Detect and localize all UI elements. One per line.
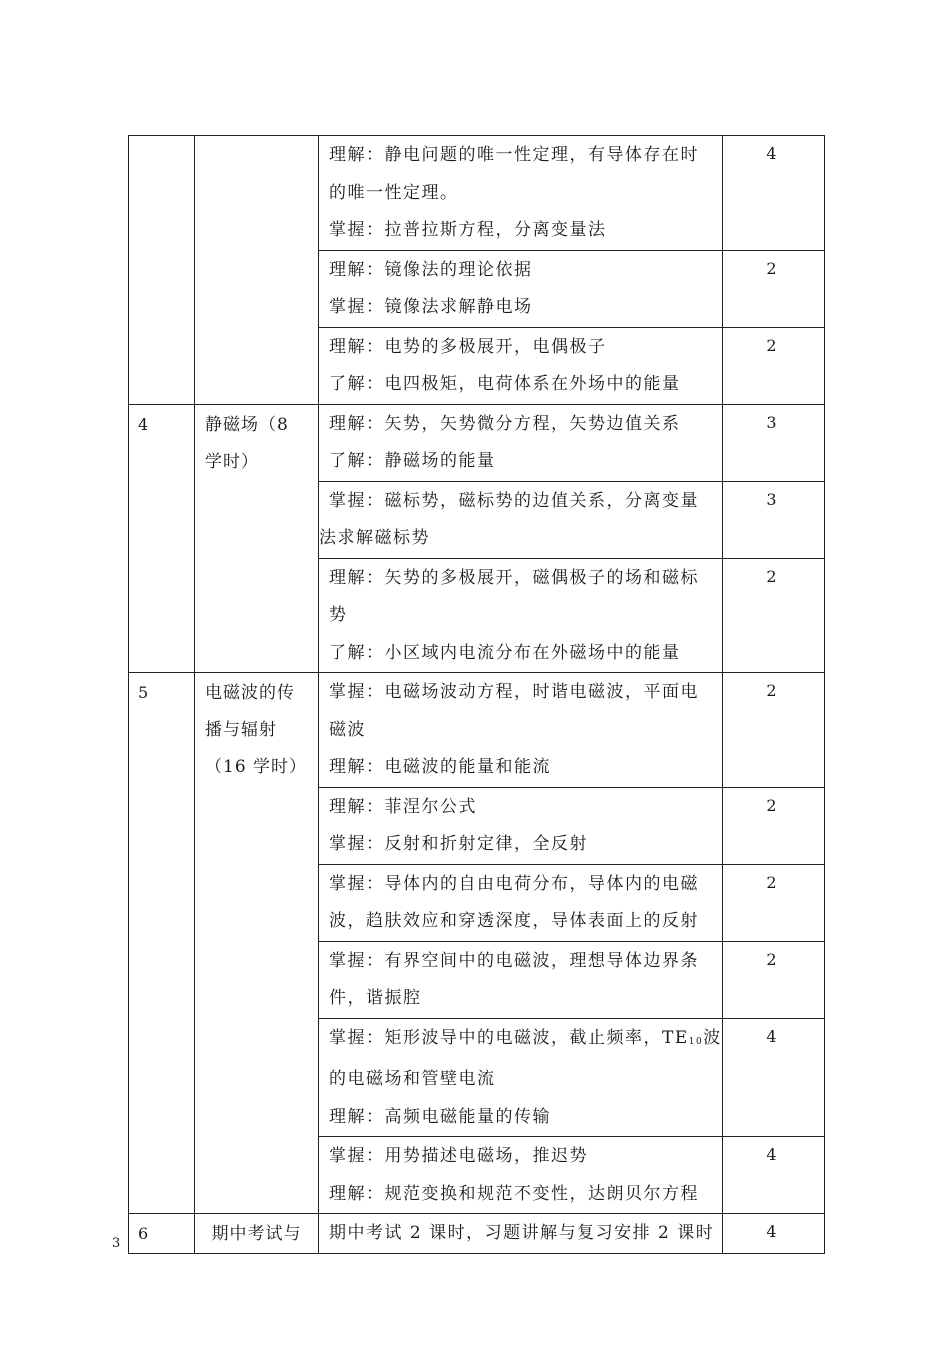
content-cell: [319, 404, 723, 481]
chapter-number-cell: 6: [129, 1214, 195, 1254]
content-line: 掌握：有界空间中的电磁波，理想导体边界条: [329, 950, 699, 971]
content-line: 理解：矢势的多极展开，磁偶极子的场和磁标: [329, 567, 699, 588]
content-line: 掌握：导体内的自由电荷分布，导体内的电磁: [329, 873, 699, 894]
content-cell: [319, 864, 723, 941]
content-cell: [319, 327, 723, 404]
table-row: [129, 673, 825, 788]
content-line: 理解：高频电磁能量的传输: [329, 1106, 551, 1127]
page-number: 3: [112, 1236, 121, 1251]
subscript-mode-index: 10: [688, 1036, 704, 1047]
content-cell: [319, 1214, 723, 1254]
content-line: [329, 1020, 720, 1062]
content-line: 了解：静磁场的能量: [329, 451, 496, 471]
table-row: [129, 404, 825, 481]
hours-cell: 2: [723, 327, 825, 404]
hours-cell: 2: [723, 558, 825, 673]
content-line: 势: [329, 605, 348, 625]
hours-cell: 2: [723, 787, 825, 864]
content-line: 掌握：磁标势，磁标势的边值关系，分离变量: [329, 490, 699, 511]
content-line: 理解：矢势，矢势微分方程，矢势边值关系: [329, 413, 681, 434]
hours-cell: 3: [723, 404, 825, 481]
chapter-number-cell: [129, 136, 195, 405]
content-cell: [319, 481, 723, 558]
content-line: 了解：小区域内电流分布在外磁场中的能量: [329, 642, 681, 663]
content-line: 掌握：用势描述电磁场，推迟势: [329, 1146, 588, 1166]
hours-cell: 4: [723, 1018, 825, 1137]
content-cell: [319, 136, 723, 251]
content-cell: [319, 1137, 723, 1214]
content-cell: [319, 558, 723, 673]
content-line: 波，趋肤效应和穿透深度，导体表面上的反射: [329, 911, 699, 931]
content-line-text: 波: [703, 1027, 722, 1048]
table-row: [129, 136, 825, 251]
content-line: 的唯一性定理。: [329, 182, 459, 203]
chapter-title-cell: 静磁场（8 学时）: [195, 404, 319, 673]
hours-cell: 2: [723, 864, 825, 941]
content-line: 法求解磁标势: [319, 528, 430, 548]
hours-cell: 4: [723, 136, 825, 251]
chapter-title-cell: [195, 136, 319, 405]
content-line: 掌握：反射和折射定律，全反射: [329, 834, 588, 854]
content-line: 的电磁场和管壁电流: [329, 1069, 496, 1089]
content-line: 磁波: [329, 719, 366, 740]
content-line: 期中考试 2 课时，习题讲解与复习安排 2 课时: [329, 1223, 715, 1243]
content-line: 理解：菲涅尔公式: [329, 796, 477, 817]
content-line: 理解：规范变换和规范不变性，达朗贝尔方程: [329, 1183, 699, 1204]
content-cell: [319, 941, 723, 1018]
hours-cell: 3: [723, 481, 825, 558]
hours-cell: 2: [723, 941, 825, 1018]
chapter-title-cell: 期中考试与: [195, 1214, 319, 1254]
hours-cell: 2: [723, 250, 825, 327]
content-line: 掌握：电磁场波动方程，时谐电磁波，平面电: [329, 682, 699, 702]
chapter-title-cell: 电磁波的传播与辐射（16 学时）: [195, 673, 319, 1214]
content-line: 了解：电四极矩，电荷体系在外场中的能量: [329, 374, 681, 394]
hours-cell: 4: [723, 1137, 825, 1214]
content-line: 理解：电势的多极展开，电偶极子: [329, 336, 607, 357]
content-cell: [319, 787, 723, 864]
content-line-text: 掌握：矩形波导中的电磁波，截止频率，TE: [329, 1027, 689, 1048]
content-line: 掌握：镜像法求解静电场: [329, 297, 533, 317]
hours-cell: 4: [723, 1214, 825, 1254]
hours-cell: 2: [723, 673, 825, 788]
syllabus-table: [128, 135, 825, 1254]
content-line: 理解：镜像法的理论依据: [329, 259, 533, 280]
chapter-number-cell: 5: [129, 673, 195, 1214]
content-line: 理解：电磁波的能量和能流: [329, 757, 551, 777]
content-line: 掌握：拉普拉斯方程，分离变量法: [329, 220, 607, 240]
table-row: [129, 1214, 825, 1254]
content-line: 理解：静电问题的唯一性定理，有导体存在时: [329, 145, 699, 165]
content-cell: [319, 1018, 723, 1137]
chapter-number-cell: 4: [129, 404, 195, 673]
content-cell: [319, 673, 723, 788]
content-line: 件，谐振腔: [329, 988, 422, 1008]
content-cell: [319, 250, 723, 327]
